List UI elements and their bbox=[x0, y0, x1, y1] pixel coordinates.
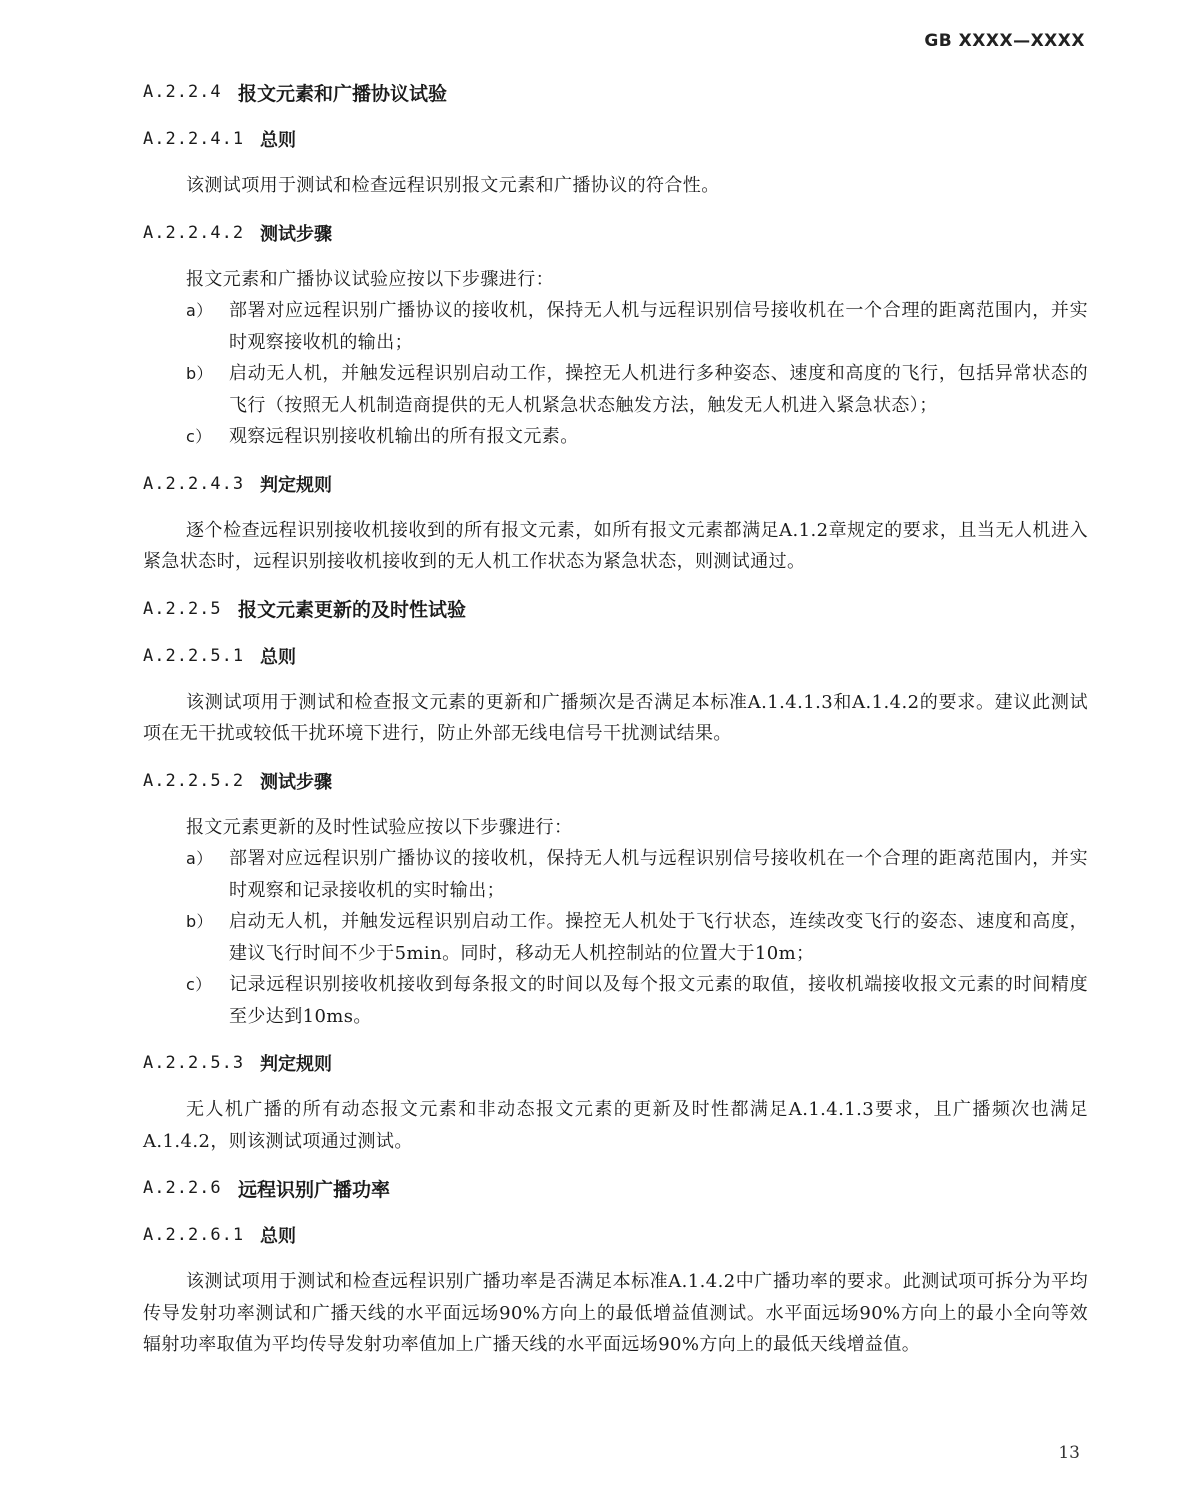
list-marker: a） bbox=[186, 301, 213, 320]
paragraph: 该测试项用于测试和检查报文元素的更新和广播频次是否满足本标准A.1.4.1.3和A.1.4.2的要求。建议此测试项在无干扰或较低干扰环境下进行，防止外部无线电信号干扰测试结果。 bbox=[143, 691, 1088, 744]
subsection-number: A.2.2.4.3 bbox=[143, 473, 245, 494]
step-list bbox=[143, 295, 1088, 453]
list-marker: c） bbox=[186, 975, 212, 994]
paragraph: 无人机广播的所有动态报文元素和非动态报文元素的更新及时性都满足A.1.4.1.3要求，且广播频次也满足A.1.4.2，则该测试项通过测试。 bbox=[143, 1099, 1088, 1152]
list-item-text: 启动无人机，并触发远程识别启动工作，操控无人机进行多种姿态、速度和高度的飞行，包括异常状态的飞行（按照无人机制造商提供的无人机紧急状态触发方法，触发无人机进入紧急状态）； bbox=[229, 363, 1088, 416]
subsection-title: 判定规则 bbox=[260, 1054, 332, 1075]
section-heading-a2-2-4 bbox=[143, 76, 1088, 108]
paragraph-intro: 报文元素和广播协议试验应按以下步骤进行： bbox=[186, 268, 554, 290]
subsection-heading-a2-2-4-1 bbox=[143, 123, 1088, 155]
subsection-number: A.2.2.5.2 bbox=[143, 770, 245, 791]
section-title: 远程识别广播功率 bbox=[238, 1178, 391, 1201]
subsection-heading-a2-2-5-2 bbox=[143, 765, 1088, 797]
paragraph: 该测试项用于测试和检查远程识别广播功率是否满足本标准A.1.4.2中广播功率的要求。此测试项可拆分为平均传导发射功率测试和广播天线的水平面远场90%方向上的最低增益值测试。水平面远场90%方向上的最小全向等效辐射功率取值为平均传导发射功率值加上广播天线的水平面远场90%方向上的最低天线增益值。 bbox=[143, 1271, 1088, 1355]
list-item bbox=[143, 358, 1088, 421]
section-number: A.2.2.4 bbox=[143, 82, 222, 102]
paragraph-intro: 报文元素更新的及时性试验应按以下步骤进行： bbox=[186, 816, 573, 838]
list-item bbox=[143, 421, 1088, 453]
subsection-heading-a2-2-4-2 bbox=[143, 217, 1088, 249]
section-heading-a2-2-6 bbox=[143, 1172, 1088, 1204]
list-item bbox=[143, 295, 1088, 358]
section-title: 报文元素更新的及时性试验 bbox=[238, 599, 467, 621]
subsection-heading-a2-2-5-1 bbox=[143, 640, 1088, 672]
page-number: 13 bbox=[1058, 1443, 1080, 1463]
subsection-number: A.2.2.4.2 bbox=[143, 222, 245, 243]
section-number: A.2.2.6 bbox=[143, 1178, 222, 1198]
list-marker: b） bbox=[186, 912, 213, 931]
document-code: GB XXXX—XXXX bbox=[924, 31, 1085, 51]
paragraph: 该测试项用于测试和检查远程识别报文元素和广播协议的符合性。 bbox=[186, 175, 720, 196]
subsection-title: 测试步骤 bbox=[260, 771, 332, 793]
subsection-number: A.2.2.5.1 bbox=[143, 645, 245, 666]
section-heading-a2-2-5 bbox=[143, 593, 1088, 625]
subsection-heading-a2-2-6-1 bbox=[143, 1219, 1088, 1251]
list-item-text: 启动无人机，并触发远程识别启动工作。操控无人机处于飞行状态，连续改变飞行的姿态、速度和高度，建议飞行时间不少于5min。同时，移动无人机控制站的位置大于10m； bbox=[229, 911, 1088, 964]
section-number: A.2.2.5 bbox=[143, 598, 222, 619]
list-item-text: 部署对应远程识别广播协议的接收机，保持无人机与远程识别信号接收机在一个合理的距离范围内，并实时观察和记录接收机的实时输出； bbox=[229, 848, 1088, 901]
subsection-number: A.2.2.4.1 bbox=[143, 129, 245, 149]
list-item-text: 观察远程识别接收机输出的所有报文元素。 bbox=[229, 426, 579, 447]
paragraph: 逐个检查远程识别接收机接收到的所有报文元素，如所有报文元素都满足A.1.2章规定的要求，且当无人机进入紧急状态时，远程识别接收机接收到的无人机工作状态为紧急状态，则测试通过。 bbox=[143, 519, 1088, 572]
list-marker: c） bbox=[186, 427, 212, 446]
subsection-title: 总则 bbox=[260, 1226, 296, 1247]
document-body bbox=[143, 76, 1088, 1376]
subsection-title: 总则 bbox=[260, 130, 296, 151]
subsection-number: A.2.2.6.1 bbox=[143, 1225, 245, 1245]
list-item bbox=[143, 906, 1088, 969]
list-item-text: 记录远程识别接收机接收到每条报文的时间以及每个报文元素的取值，接收机端接收报文元素的时间精度至少达到10ms。 bbox=[229, 974, 1088, 1027]
subsection-heading-a2-2-5-3 bbox=[143, 1047, 1088, 1079]
subsection-heading-a2-2-4-3 bbox=[143, 468, 1088, 500]
subsection-number: A.2.2.5.3 bbox=[143, 1053, 245, 1073]
section-title: 报文元素和广播协议试验 bbox=[238, 82, 448, 105]
list-item bbox=[143, 969, 1088, 1032]
list-marker: b） bbox=[186, 364, 213, 383]
subsection-title: 测试步骤 bbox=[260, 223, 332, 245]
subsection-title: 判定规则 bbox=[260, 474, 332, 496]
list-item bbox=[143, 843, 1088, 906]
list-marker: a） bbox=[186, 849, 213, 868]
list-item-text: 部署对应远程识别广播协议的接收机，保持无人机与远程识别信号接收机在一个合理的距离范围内，并实时观察接收机的输出； bbox=[229, 300, 1088, 353]
step-list bbox=[143, 843, 1088, 1032]
subsection-title: 总则 bbox=[260, 646, 296, 668]
